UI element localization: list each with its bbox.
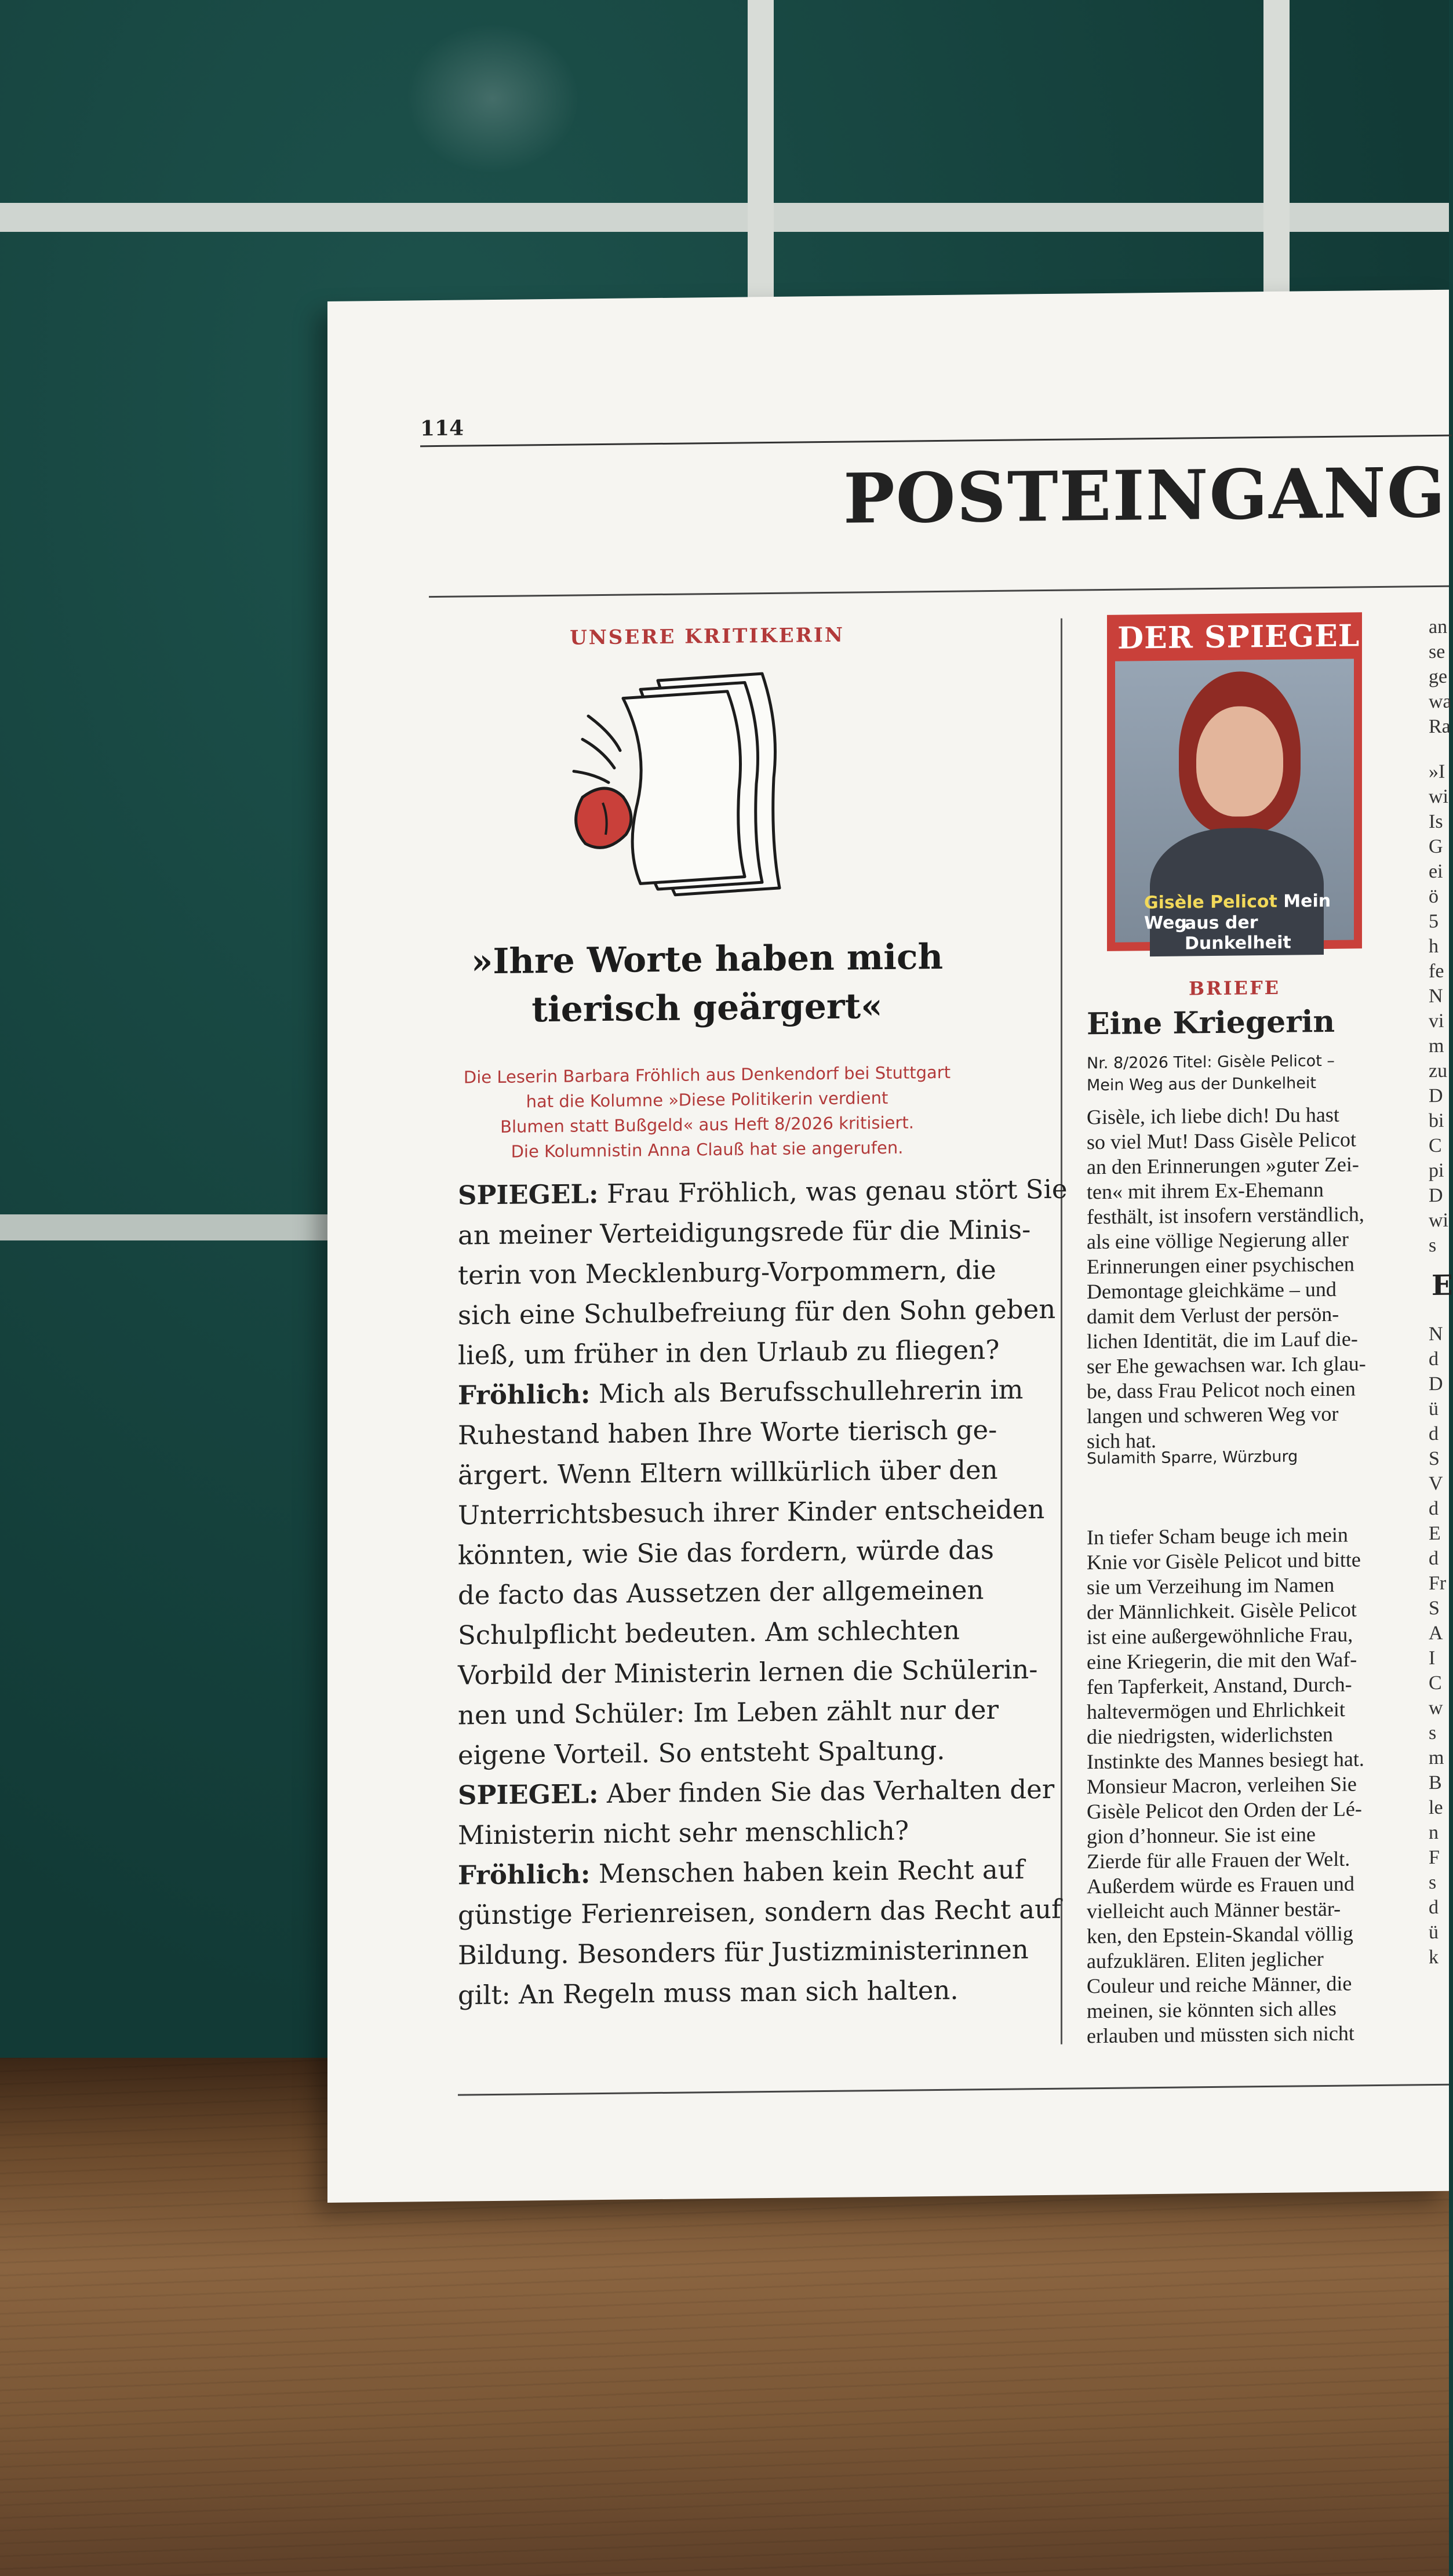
- cover-photo: [1115, 658, 1354, 954]
- letter-1-signature: Sulamith Sparre, Würzburg: [1087, 1447, 1298, 1468]
- cover-headline: Gisèle Pelicot Mein Weg: [1144, 890, 1331, 934]
- interview-line: Fröhlich: Mich als Berufsschullehrerin im: [458, 1374, 1024, 1411]
- letter-1: Gisèle, ich liebe dich! Du hast so viel Mut! Dass Gisèle Pelicot an den Erinnerungen »guter Zei- ten« mit ihrem Ex-Ehemann festhält, ist insofern verständlich, als eine völlige Negierung aller Erinnerungen einer psychischen Demontage gleichkäme – und damit dem Verlust der persön- lichen Identität, die im Lauf die- ser Ehe gewachsen war. Ich glau- be, dass Frau Pelicot noch einen langen und schweren Weg vor sich hat.: [1087, 1103, 1366, 1453]
- interview-line: Ruhestand haben Ihre Worte tierisch ge-: [458, 1414, 997, 1451]
- interview-line: an meiner Verteidigungsrede für die Minis-: [458, 1214, 1031, 1251]
- interview-line: SPIEGEL: Aber finden Sie das Verhalten der: [458, 1773, 1055, 1811]
- magazine-page: [327, 290, 1453, 2203]
- section-title: POSTEINGANG: [843, 452, 1447, 539]
- interview-line: Ministerin nicht sehr menschlich?: [458, 1815, 909, 1851]
- letters-reference: Nr. 8/2026 Titel: Gisèle Pelicot – Mein Weg aus der Dunkelheit: [1087, 1051, 1335, 1095]
- interview-line: Vorbild der Ministerin lernen die Schülerin-: [458, 1654, 1038, 1691]
- speaker-label: SPIEGEL:: [458, 1178, 599, 1211]
- interview-line: ärgert. Wenn Eltern willkürlich über den: [458, 1454, 998, 1491]
- speaker-label: Fröhlich:: [458, 1858, 591, 1891]
- intro-line: Die Leserin Barbara Fröhlich aus Denkendorf bei Stuttgart: [463, 1062, 951, 1087]
- cropped-column-middle: »I wi Is G ei ö 5 h fe N vi m zu D bi C pi D wi s: [1429, 761, 1448, 1257]
- title-rule: [429, 585, 1449, 598]
- cropped-column-lower: N d D ü d S V d E d Fr S A I C w s m B le n F s d ü k: [1429, 1323, 1447, 1969]
- cropped-column-top: an se ge wa Ra: [1429, 616, 1452, 738]
- headline-line: tierisch geärgert«: [531, 985, 883, 1031]
- cover-logo: DER SPIEGEL: [1117, 618, 1360, 656]
- column-divider: [1061, 618, 1062, 2044]
- book-tongue-icon: [571, 667, 837, 914]
- interview-line: ließ, um früher in den Urlaub zu fliegen?: [458, 1334, 1000, 1371]
- interview-line: sich eine Schulbefreiung für den Sohn geben: [458, 1293, 1056, 1331]
- interview-line: de facto das Aussetzen der allgemeinen: [458, 1574, 984, 1611]
- letters-title: Eine Kriegerin: [1087, 1003, 1335, 1042]
- interview-line: nen und Schüler: Im Leben zählt nur der: [458, 1694, 999, 1731]
- interview-intro: [458, 1060, 956, 1165]
- interview-line: günstige Ferienreisen, sondern das Recht auf: [458, 1893, 1061, 1931]
- headline-line: »Ihre Worte haben mich: [471, 936, 944, 983]
- cover-headline-line2: aus der Dunkelheit: [1185, 912, 1291, 954]
- interview-line: könnten, wie Sie das fordern, würde das: [458, 1534, 994, 1571]
- interview-body: [458, 1169, 1068, 2015]
- interview-line: Unterrichtsbesuch ihrer Kinder entscheiden: [458, 1494, 1045, 1531]
- speaker-label: SPIEGEL:: [458, 1778, 599, 1811]
- tile-reflection: [406, 23, 580, 174]
- letter-2: In tiefer Scham beuge ich mein Knie vor Gisèle Pelicot und bitte sie um Verzeihung im Namen der Männlichkeit. Gisèle Pelicot ist eine außergewöhnliche Frau, eine Kriegerin, die mit den Waf- fen Tapferkeit, Anstand, Durch- haltevermögen und Ehrlichkeit die niedrigsten, widerlichsten Instinkte des Mannes besiegt hat. Monsieur Macron, verleihen Sie Gisèle Pelicot den Orden der Lé- gion d’honneur. Sie ist eine Zierde für alle Frauen der Welt. Außerdem würde es Frauen und vielleicht auch Männer bestär- ken, den Epstein-Skandal völlig aufzuklären. Eliten jeglicher Couleur und reiche Männer, die meinen, sie könnten sich alles erlauben und müssten sich nicht: [1087, 1523, 1364, 2048]
- letters-kicker: BRIEFE: [1188, 976, 1281, 1000]
- intro-line: hat die Kolumne »Diese Politikerin verdient: [526, 1087, 888, 1112]
- header-rule: [420, 435, 1452, 447]
- page-number: 114: [420, 416, 464, 441]
- intro-line: Blumen statt Bußgeld« aus Heft 8/2026 kritisiert.: [500, 1112, 914, 1137]
- interview-line: eigene Vorteil. So entsteht Spaltung.: [458, 1734, 945, 1771]
- magazine-cover-image: [1107, 612, 1362, 954]
- interview-line: SPIEGEL: Frau Fröhlich, was genau stört Sie: [458, 1173, 1068, 1211]
- speaker-label: Fröhlich:: [458, 1378, 591, 1411]
- footer-rule: [458, 2084, 1449, 2096]
- interview-line: Schulpflicht bedeuten. Am schlechten: [458, 1614, 960, 1651]
- interview-line: Fröhlich: Menschen haben kein Recht auf: [458, 1854, 1025, 1891]
- interview-line: gilt: An Regeln muss man sich halten.: [458, 1974, 959, 2011]
- cropped-heading: E: [1432, 1269, 1453, 1302]
- cover-portrait-face: [1196, 706, 1283, 817]
- interview-line: Bildung. Besonders für Justizministerinnen: [458, 1934, 1029, 1971]
- interview-headline: [458, 933, 956, 1035]
- intro-line: Die Kolumnistin Anna Clauß hat sie angerufen.: [511, 1137, 904, 1162]
- interview-kicker: UNSERE KRITIKERIN: [570, 623, 844, 650]
- interview-line: terin von Mecklenburg-Vorpommern, die: [458, 1254, 996, 1291]
